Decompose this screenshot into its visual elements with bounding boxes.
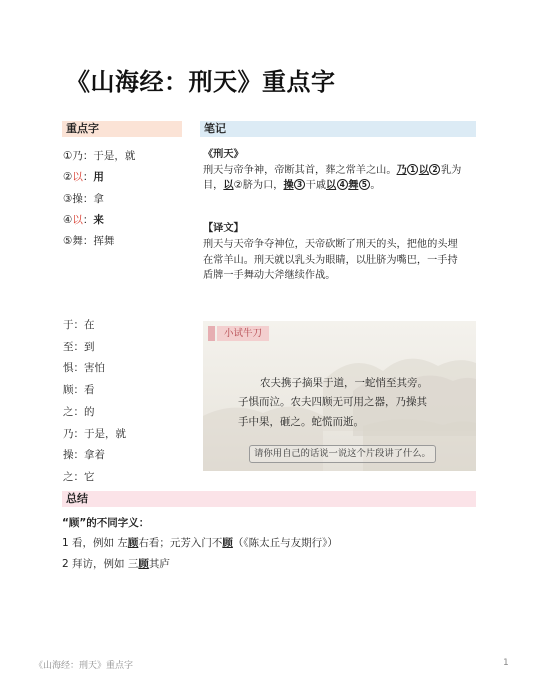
original-line-1: 刑天与帝争神，帝断其首，葬之常羊之山。乃 1 以 2 乳为 xyxy=(203,164,462,176)
summary-heading: “顾”的不同字义： xyxy=(62,517,150,529)
original-line-2: 目，以②脐为口，操 3 干戚以 4 舞 5 。 xyxy=(203,180,381,191)
translation-line: 在常羊山。刑天就以乳头为眼睛，以肚脐为嘴巴，一手持 xyxy=(203,254,458,266)
original-text-block xyxy=(203,147,475,194)
translation-title: 【译文】 xyxy=(203,223,244,234)
vocab-item: 乃：于是，就 xyxy=(63,427,126,440)
quiz-panel xyxy=(203,321,476,471)
vocab-item: 之：的 xyxy=(63,405,95,418)
quiz-line: 手中果，砸之。蛇慌而逝。 xyxy=(238,416,364,428)
translation-line: 刑天与天帝争夺神位，天帝砍断了刑天的头，把他的头埋 xyxy=(203,238,458,250)
key-words-list xyxy=(63,146,135,252)
page-title: 《山海经：刑天》重点字 xyxy=(66,68,336,96)
summary-line-1: 1 看，例如 左顾右看；元芳入门不顾（《陈太丘与友期行》） xyxy=(62,537,338,549)
page-number: 1 xyxy=(503,658,509,668)
quiz-tag-marker xyxy=(208,326,215,341)
vocab-item: 惧：害怕 xyxy=(63,362,105,375)
footer-title: 《山海经：刑天》重点字 xyxy=(34,661,134,671)
original-title: 《刑天》 xyxy=(203,149,244,160)
key-word-item: ①乃：于是，就 xyxy=(63,150,136,162)
translation-block xyxy=(203,221,475,284)
key-word-item: ⑤舞：挥舞 xyxy=(63,235,115,248)
key-words-header: 重点字 xyxy=(62,121,182,137)
quiz-line: 农夫携子摘果于道，一蛇悄至其旁。 xyxy=(260,377,428,389)
quiz-prompt: 请你用自己的话说一说这个片段讲了什么。 xyxy=(249,445,436,463)
summary-header: 总结 xyxy=(62,491,476,507)
quiz-tag: 小试牛刀 xyxy=(217,326,269,341)
vocab-item: 之：它 xyxy=(63,470,95,483)
vocab-item: 至：到 xyxy=(63,340,95,353)
vocab-item: 于：在 xyxy=(63,319,95,331)
key-word-item: ②以：用 xyxy=(63,171,104,184)
quiz-line: 子惧而泣。农夫四顾无可用之器，乃操其 xyxy=(238,396,427,408)
vocab-list xyxy=(63,315,126,489)
vocab-item: 操：拿着 xyxy=(63,449,105,462)
vocab-item: 顾：看 xyxy=(63,384,95,397)
translation-line: 盾牌一手舞动大斧继续作战。 xyxy=(203,270,336,282)
key-word-item: ③操：拿 xyxy=(63,192,104,205)
notes-header: 笔记 xyxy=(200,121,476,137)
key-word-item: ④以：来 xyxy=(63,213,104,226)
summary-line-2: 2 拜访，例如 三顾其庐 xyxy=(62,558,170,570)
